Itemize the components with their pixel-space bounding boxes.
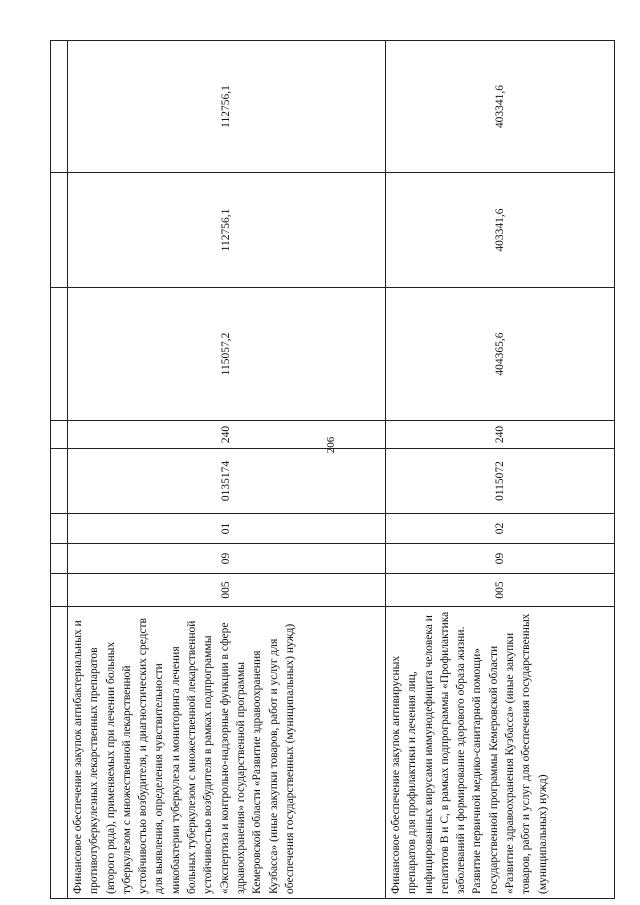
subsection-code: 02 [385, 514, 614, 544]
table-row [68, 41, 386, 899]
ministry-code: 005 [385, 574, 614, 607]
page-number: 206 [325, 436, 337, 454]
table-row [385, 41, 614, 899]
spacer-cell [51, 41, 68, 173]
section-code: 09 [385, 544, 614, 574]
amount-year-2: 112756,1 [68, 173, 386, 288]
expense-type-code: 240 [68, 421, 386, 449]
expense-type-code: 240 [385, 421, 614, 449]
row-description: Финансовое обеспечение закупок антивирусных препаратов для профилактики и лечения лиц, инфицированных вирусами иммунодефицита человека и гепатитов B и C, в рамках подпрограммы «Профилактика заболеваний и формирование здорового образа жизни. Развитие первичной медико-санитарной помощи» государственной программы Кемеровской области «Развитие здравоохранения Кузбасса» (иные закупки товаров, работ и услуг для обеспечения государственных (муниципальных) нужд) [385, 607, 614, 899]
spacer-cell [51, 544, 68, 574]
amount-year-1: 115057,2 [68, 288, 386, 421]
spacer-cell [51, 574, 68, 607]
table-row-spacer [51, 41, 68, 899]
amount-year-1: 404365,6 [385, 288, 614, 421]
amount-year-3: 112756,1 [68, 41, 386, 173]
budget-allocation-table [50, 40, 615, 899]
row-description: Финансовое обеспечение закупок антибактериальных и противотуберкулезных лекарственных препаратов (второго ряда), применяемых при лечении больных туберкулезом с множественной лекарственной устойчивостью возбудителя, и диагностических средств для выявления, определения чувствительности микобактерии туберкулеза и мониторинга лечения больных туберкулезом с множественной лекарственной устойчивостью возбудителя в рамках подпрограммы «Экспертиза и контрольно-надзорные функции в сфере здравоохранения» государственной программы Кемеровской области «Развитие здравоохранения Кузбасса» (иные закупки товаров, работ и услуг для обеспечения государственных (муниципальных) нужд) [68, 607, 386, 899]
spacer-cell [51, 514, 68, 544]
amount-year-2: 403341,6 [385, 173, 614, 288]
rotated-table-frame [50, 41, 615, 899]
spacer-cell [51, 173, 68, 288]
target-article-code: 0115072 [385, 449, 614, 514]
spacer-cell [51, 288, 68, 421]
budget-table-container [50, 41, 615, 899]
amount-year-3: 403341,6 [385, 41, 614, 173]
spacer-cell [51, 421, 68, 449]
spacer-cell [51, 449, 68, 514]
subsection-code: 01 [68, 514, 386, 544]
ministry-code: 005 [68, 574, 386, 607]
spacer-cell [51, 607, 68, 899]
target-article-code: 0135174 [68, 449, 386, 514]
section-code: 09 [68, 544, 386, 574]
